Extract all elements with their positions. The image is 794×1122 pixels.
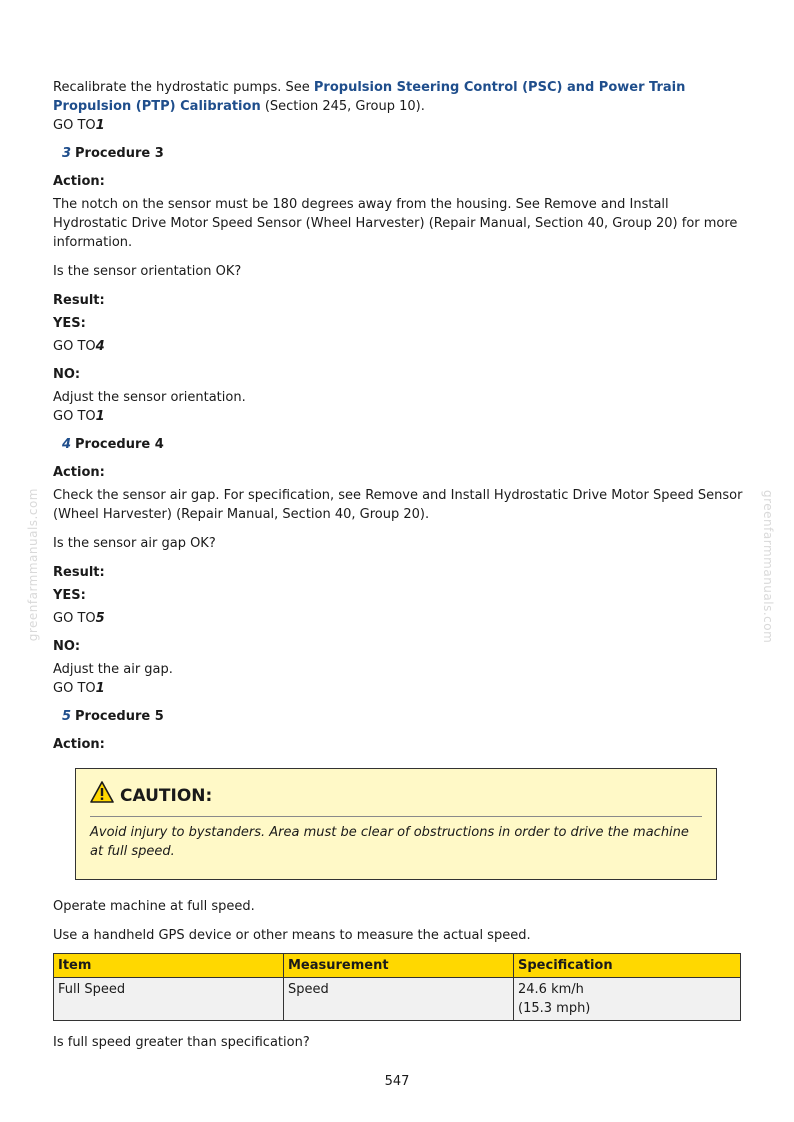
question-text: Is the sensor air gap OK?	[53, 536, 216, 551]
result-label: Result:	[53, 293, 105, 308]
action-label: Action:	[53, 737, 105, 752]
no-label: NO:	[53, 367, 81, 382]
no-text: Adjust the sensor orientation.	[53, 390, 246, 405]
action-text: Check the sensor air gap. For specification, see Remove and Install Hydrostatic Drive Motor Speed Sensor (Wheel Harvester) (Repair Manual, Section 40, Group 20).	[53, 488, 743, 522]
page-number: 547	[384, 1074, 410, 1089]
watermark-right: greenfarmmanuals.com	[761, 490, 775, 644]
table-row	[54, 978, 741, 1021]
warning-triangle-icon	[90, 781, 120, 810]
intro-paragraph: Recalibrate the hydrostatic pumps. See Propulsion Steering Control (PSC) and Power Train Propulsion (PTP) Calibration (Section 245, Group 10).	[53, 80, 686, 114]
no-goto: GO TO1	[53, 409, 105, 424]
column-header: Measurement	[284, 954, 514, 978]
procedure-5-heading: 5 Procedure 5	[61, 709, 164, 724]
manual-page	[53, 78, 743, 1052]
no-goto: GO TO1	[53, 681, 105, 696]
yes-goto: GO TO5	[53, 611, 105, 626]
goto-target[interactable]: 4	[95, 339, 105, 354]
action-label: Action:	[53, 174, 105, 189]
question-text: Is full speed greater than specification?	[53, 1035, 310, 1050]
column-header: Specification	[514, 954, 741, 978]
goto-target[interactable]: 5	[95, 611, 105, 626]
question-text: Is the sensor orientation OK?	[53, 264, 242, 279]
column-header: Item	[54, 954, 284, 978]
step-text: Use a handheld GPS device or other means to measure the actual speed.	[53, 928, 531, 943]
item-cell: Full Speed	[54, 978, 284, 1021]
yes-goto: GO TO4	[53, 339, 105, 354]
yes-label: YES:	[53, 588, 86, 603]
action-label: Action:	[53, 465, 105, 480]
spec-table	[53, 953, 741, 1021]
procedure-4-heading: 4 Procedure 4	[61, 437, 164, 452]
goto-target[interactable]: 1	[95, 409, 105, 424]
calibration-link[interactable]: Propulsion Steering Control (PSC) and Power Train Propulsion (PTP) Calibration	[53, 80, 686, 114]
goto-target[interactable]: 1	[95, 681, 105, 696]
intro-goto: GO TO1	[53, 118, 105, 133]
caution-box	[75, 768, 717, 880]
specification-cell: 24.6 km/h (15.3 mph)	[514, 978, 741, 1021]
no-label: NO:	[53, 639, 81, 654]
watermark-left: greenfarmmanuals.com	[26, 488, 40, 642]
action-text: The notch on the sensor must be 180 degrees away from the housing. See Remove and Install Hydrostatic Drive Motor Speed Sensor (Wheel Harvester) (Repair Manual, Section 40, Group 20) for more information.	[53, 197, 738, 250]
table-header-row	[54, 954, 741, 978]
yes-label: YES:	[53, 316, 86, 331]
step-text: Operate machine at full speed.	[53, 899, 255, 914]
no-text: Adjust the air gap.	[53, 662, 173, 677]
caution-text: Avoid injury to bystanders. Area must be clear of obstructions in order to drive the machine at full speed.	[90, 825, 689, 859]
result-label: Result:	[53, 565, 105, 580]
procedure-3-heading: 3 Procedure 3	[61, 146, 164, 161]
measurement-cell: Speed	[284, 978, 514, 1021]
goto-target[interactable]: 1	[95, 118, 105, 133]
caution-title: CAUTION:	[120, 785, 213, 806]
caution-header	[90, 781, 702, 817]
